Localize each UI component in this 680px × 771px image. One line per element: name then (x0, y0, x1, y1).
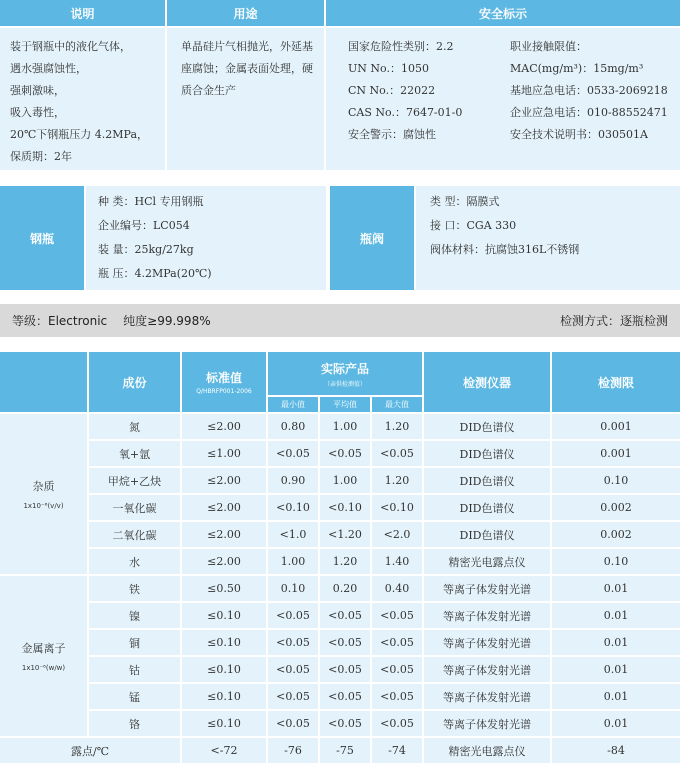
row-instrument: 等离子体发射光谱 (424, 684, 550, 709)
row-instrument: DID色谱仪 (424, 468, 550, 493)
col-header-max: 最大值 (372, 397, 422, 412)
header-description: 说明 (0, 0, 165, 26)
row-min: <0.10 (268, 495, 318, 520)
row-instrument: DID色谱仪 (424, 522, 550, 547)
row-limit: 0.002 (552, 522, 680, 547)
row-avg: <1.20 (320, 522, 370, 547)
row-limit: 0.01 (552, 603, 680, 628)
group-metal-ions: 金属离子 1x10⁻⁶(w/w) (0, 576, 87, 736)
description-line: 20℃下钢瓶压力 4.2MPa， (10, 128, 149, 141)
safety-line: 国家危险性类别：2.2 (348, 40, 454, 53)
row-standard: ≤2.00 (182, 522, 266, 547)
col-header-avg: 平均值 (320, 397, 370, 412)
usage-line: 单晶硅片气相抛光，外延基 (181, 40, 313, 53)
row-component: 水 (89, 549, 180, 574)
row-avg: 1.20 (320, 549, 370, 574)
row-max: <0.05 (372, 684, 422, 709)
description-panel (0, 28, 165, 170)
row-instrument: 等离子体发射光谱 (424, 603, 550, 628)
row-limit: 0.10 (552, 468, 680, 493)
usage-line: 质合金生产 (181, 84, 236, 97)
row-min: 0.10 (268, 576, 318, 601)
row-max: -74 (372, 738, 422, 763)
row-component: 一氧化碳 (89, 495, 180, 520)
cylinder-item: 瓶 压：4.2MPa(20℃) (98, 267, 212, 280)
col-header-min: 最小值 (268, 397, 318, 412)
valve-item: 阀体材料：抗腐蚀316L不锈钢 (430, 243, 580, 256)
purity-label: 纯度≥99.998% (123, 314, 211, 328)
row-avg: <0.05 (320, 441, 370, 466)
row-avg: -75 (320, 738, 370, 763)
safety-line: 企业应急电话：010-88552471 (510, 106, 668, 119)
row-standard: ≤0.50 (182, 576, 266, 601)
row-max: 1.20 (372, 414, 422, 439)
grade-label: 等级：Electronic (12, 314, 108, 328)
row-avg: 1.00 (320, 468, 370, 493)
row-standard: ≤2.00 (182, 468, 266, 493)
valve-title: 瓶阀 (330, 186, 414, 290)
row-min: <0.05 (268, 711, 318, 736)
group-unit: 1x10⁻⁶(w/w) (21, 664, 66, 672)
cylinder-title: 钢瓶 (0, 186, 84, 290)
row-component: 氧+氩 (89, 441, 180, 466)
row-max: <0.10 (372, 495, 422, 520)
row-instrument: DID色谱仪 (424, 495, 550, 520)
row-min: 0.90 (268, 468, 318, 493)
header-usage: 用途 (167, 0, 324, 26)
row-max: <0.05 (372, 630, 422, 655)
row-max: 0.40 (372, 576, 422, 601)
valve-panel (416, 186, 680, 290)
col-header-limit: 检测限 (552, 352, 680, 412)
row-min: <0.05 (268, 441, 318, 466)
col-header-actual: 实际产品 （亲供检测值） (268, 352, 422, 395)
actual-sub: （亲供检测值） (323, 380, 366, 388)
row-avg: <0.05 (320, 711, 370, 736)
safety-right-column (510, 36, 668, 146)
row-limit: 0.01 (552, 711, 680, 736)
col-header-standard: 标准值 Q/HBRFP001-2006 (182, 352, 266, 412)
safety-line: 基地应急电话：0533-2069218 (510, 84, 668, 97)
row-instrument: 等离子体发射光谱 (424, 711, 550, 736)
row-avg: <0.05 (320, 603, 370, 628)
row-component: 铜 (89, 630, 180, 655)
row-limit: 0.001 (552, 414, 680, 439)
usage-panel (167, 28, 324, 170)
method-label: 检测方式：逐瓶检测 (559, 314, 668, 328)
row-limit: 0.01 (552, 630, 680, 655)
row-avg: <0.10 (320, 495, 370, 520)
row-standard: ≤1.00 (182, 441, 266, 466)
safety-line: 职业接触限值： (510, 40, 587, 53)
row-avg: 0.20 (320, 576, 370, 601)
row-limit: 0.10 (552, 549, 680, 574)
safety-line: CN No.：22022 (348, 84, 436, 97)
cylinder-item: 企业编号：LC054 (98, 219, 190, 232)
row-instrument: 精密光电露点仪 (424, 549, 550, 574)
row-limit: 0.01 (552, 657, 680, 682)
row-limit: 0.001 (552, 441, 680, 466)
description-line: 强刺激味， (10, 84, 65, 97)
col-header-component: 成份 (89, 352, 180, 412)
valve-item: 接 口：CGA 330 (430, 219, 517, 232)
row-standard: ≤0.10 (182, 630, 266, 655)
row-component: 甲烷+乙炔 (89, 468, 180, 493)
row-min: <0.05 (268, 684, 318, 709)
description-line: 遇水强腐蚀性， (10, 62, 87, 75)
row-min: <0.05 (268, 630, 318, 655)
row-min: <1.0 (268, 522, 318, 547)
description-line: 吸入毒性， (10, 106, 65, 119)
row-max: <0.05 (372, 441, 422, 466)
description-line: 保质期：2年 (10, 150, 72, 163)
row-max: <2.0 (372, 522, 422, 547)
row-component: 钴 (89, 657, 180, 682)
row-standard: ≤0.10 (182, 711, 266, 736)
safety-line: MAC(mg/m³)：15mg/m³ (510, 62, 644, 75)
group-unit: 1x10⁻⁶(v/v) (23, 502, 64, 510)
row-max: <0.05 (372, 657, 422, 682)
standard-code: Q/HBRFP001-2006 (196, 388, 252, 395)
safety-line: 安全技术说明书：030501A (510, 128, 648, 141)
safety-line: CAS No.：7647-01-0 (348, 106, 463, 119)
row-max: 1.20 (372, 468, 422, 493)
safety-line: 安全警示：腐蚀性 (348, 128, 436, 141)
row-min: 0.80 (268, 414, 318, 439)
row-min: <0.05 (268, 603, 318, 628)
cylinder-panel (86, 186, 326, 290)
col-header-instrument: 检测仪器 (424, 352, 550, 412)
header-safety: 安全标示 (326, 0, 680, 26)
valve-item: 类 型：隔膜式 (430, 195, 500, 208)
row-component: 铬 (89, 711, 180, 736)
row-standard: ≤2.00 (182, 414, 266, 439)
row-component: 二氧化碳 (89, 522, 180, 547)
row-limit: -84 (552, 738, 680, 763)
row-instrument: 等离子体发射光谱 (424, 657, 550, 682)
row-limit: 0.01 (552, 684, 680, 709)
row-max: <0.05 (372, 603, 422, 628)
cylinder-item: 种 类：HCl 专用钢瓶 (98, 195, 204, 208)
safety-line: UN No.：1050 (348, 62, 429, 75)
group-impurity: 杂质 1x10⁻⁶(v/v) (0, 414, 87, 574)
row-limit: 0.002 (552, 495, 680, 520)
row-standard: ≤0.10 (182, 657, 266, 682)
row-instrument: DID色谱仪 (424, 414, 550, 439)
description-line: 装于钢瓶中的液化气体， (10, 40, 131, 53)
row-component: 铁 (89, 576, 180, 601)
row-max: <0.05 (372, 711, 422, 736)
spec-table (0, 352, 680, 771)
row-standard: <-72 (182, 738, 266, 763)
row-avg: <0.05 (320, 657, 370, 682)
row-standard: ≤2.00 (182, 495, 266, 520)
row-limit: 0.01 (552, 576, 680, 601)
safety-panel (326, 28, 680, 170)
usage-line: 座腐蚀；金属表面处理，硬 (181, 62, 313, 75)
row-min: -76 (268, 738, 318, 763)
grade-bar (0, 304, 680, 337)
row-max: 1.40 (372, 549, 422, 574)
row-component: 氮 (89, 414, 180, 439)
row-component: 露点/℃ (0, 738, 180, 763)
col-header-group (0, 352, 87, 412)
row-avg: 1.00 (320, 414, 370, 439)
row-instrument: DID色谱仪 (424, 441, 550, 466)
row-standard: ≤0.10 (182, 603, 266, 628)
row-min: <0.05 (268, 657, 318, 682)
row-instrument: 精密光电露点仪 (424, 738, 550, 763)
row-component: 锰 (89, 684, 180, 709)
cylinder-item: 装 量：25kg/27kg (98, 243, 194, 256)
row-instrument: 等离子体发射光谱 (424, 576, 550, 601)
row-min: 1.00 (268, 549, 318, 574)
row-avg: <0.05 (320, 684, 370, 709)
row-standard: ≤0.10 (182, 684, 266, 709)
row-avg: <0.05 (320, 630, 370, 655)
safety-left-column (348, 36, 462, 146)
row-instrument: 等离子体发射光谱 (424, 630, 550, 655)
row-standard: ≤2.00 (182, 549, 266, 574)
row-component: 镍 (89, 603, 180, 628)
